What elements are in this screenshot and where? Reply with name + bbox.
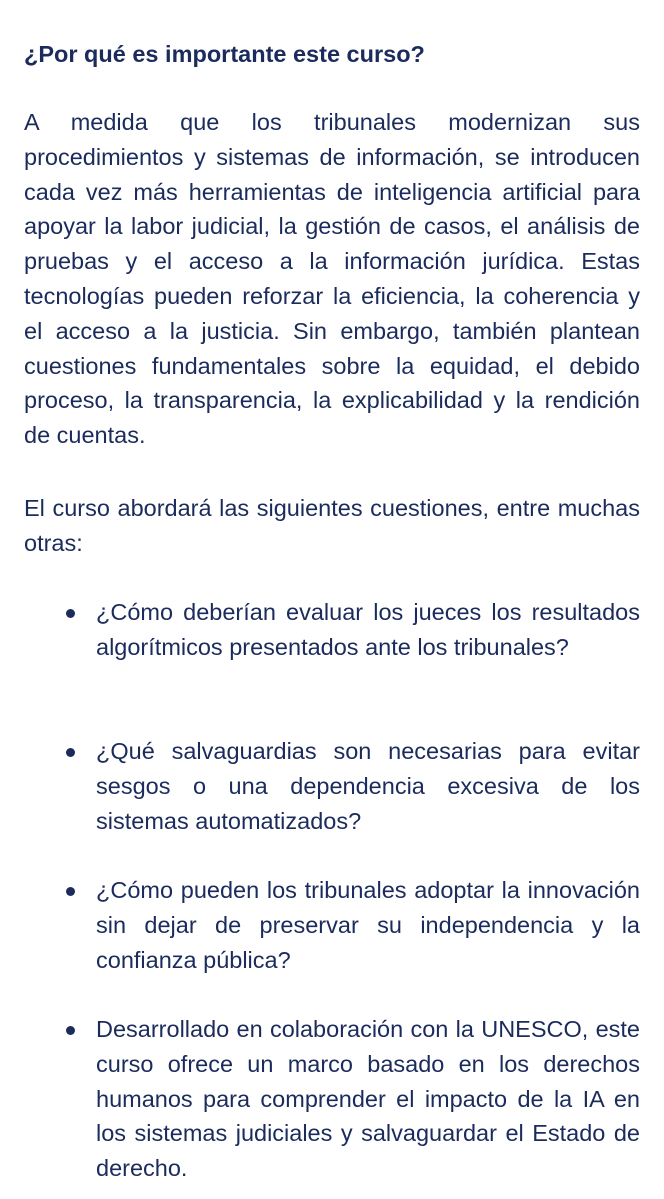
list-item-text: ¿Cómo pueden los tribunales adoptar la innovación sin dejar de preservar su independencia y la confianza pública?: [96, 877, 640, 973]
intro-paragraph: A medida que los tribunales modernizan sus procedimientos y sistemas de información, se introducen cada vez más herramientas de inteligencia artificial para apoyar la labor judicial, la gestión de casos, el análisis de pruebas y el acceso a la información jurídica. Estas tecnologías pueden reforzar la eficiencia, la coherencia y el acceso a la justicia. Sin embargo, también plantean cuestiones fundamentales sobre la equidad, el debido proceso, la transparencia, la explicabilidad y la rendición de cuentas.: [24, 109, 640, 449]
list-item-text: ¿Qué salvaguardias son necesarias para evitar sesgos o una dependencia excesiva de los sistemas automatizados?: [96, 738, 640, 834]
bullet-dot-icon: [66, 748, 75, 757]
list-item-text: Desarrollado en colaboración con la UNESCO, este curso ofrece un marco basado en los derechos humanos para comprender el impacto de la IA en los sistemas judiciales y salvaguardar el Estado de derecho.: [96, 1016, 640, 1182]
bullet-dot-icon: [66, 887, 75, 896]
questions-intro-paragraph: El curso abordará las siguientes cuestiones, entre muchas otras:: [24, 495, 640, 556]
bullet-dot-icon: [66, 609, 75, 618]
section-heading: ¿Por qué es importante este curso?: [24, 41, 425, 67]
bullet-dot-icon: [66, 1026, 75, 1035]
list-item-text: ¿Cómo deberían evaluar los jueces los resultados algorítmicos presentados ante los tribunales?: [96, 599, 640, 660]
